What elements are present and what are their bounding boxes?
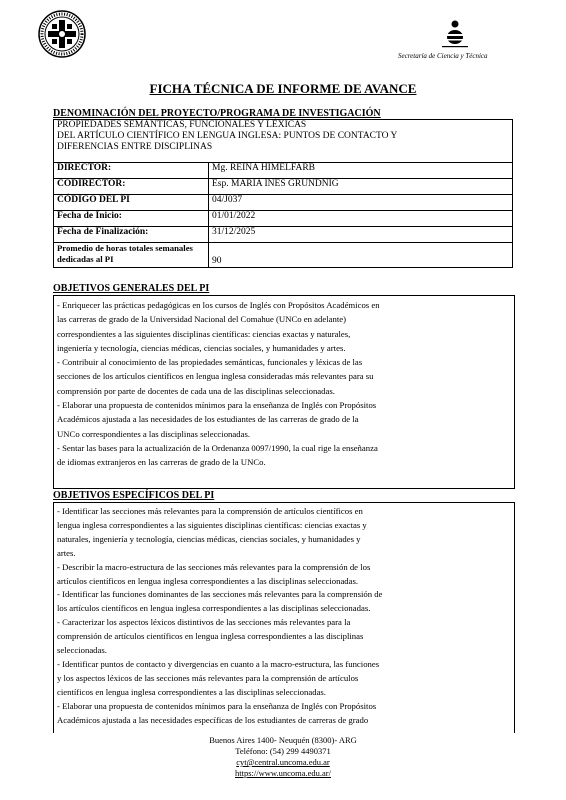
general-line: - Elaborar una propuesta de contenidos mínimos para la enseñanza de Inglés con Propósitos — [57, 400, 377, 411]
field-value: 31/12/2025 — [209, 227, 513, 243]
specific-line: científicos en lengua inglesa correspondientes a las disciplinas seleccionadas. — [57, 686, 326, 697]
field-label: Fecha de Inicio: — [54, 211, 209, 227]
specific-line: lengua inglesa correspondientes a las siguientes disciplinas científicas: ciencias exactas y — [57, 519, 367, 530]
project-name-row — [54, 120, 513, 163]
general-line: - Contribuir al conocimiento de las propiedades semánticas, funcionales y léxicas de las — [57, 357, 363, 368]
field-value: Esp. MARIA INES GRUNDNIG — [209, 179, 513, 195]
general-line: correspondientes a las siguientes disciplinas científicas: ciencias exactas y naturales, — [57, 328, 351, 339]
code-row — [54, 195, 513, 211]
hours-row — [54, 243, 513, 268]
footer-web-link[interactable]: https://www.uncoma.edu.ar/ — [235, 768, 331, 778]
specific-objectives-heading: OBJETIVOS ESPECÍFICOS DEL PI — [53, 490, 215, 501]
specific-objectives-box — [53, 502, 515, 733]
field-label: Promedio de horas totales semanales dedicadas al PI — [54, 243, 209, 268]
general-line: ingeniería y tecnología, ciencias médicas, ciencias sociales, y humanidades y artes. — [57, 342, 346, 353]
specific-line: los artículos científicos en lengua inglesa correspondientes a las disciplinas seleccionadas. — [57, 603, 371, 614]
specific-line: Académicos ajustada a las necesidades específicas de los estudiantes de carreras de grado — [57, 714, 369, 725]
field-value: 90 — [209, 243, 513, 268]
general-objectives-box — [53, 295, 515, 489]
footer — [0, 735, 566, 779]
project-name-cell — [54, 120, 513, 163]
specific-line: - Describir la macro-estructura de las secciones más relevantes para la comprensión de los — [57, 561, 371, 572]
field-label: CÓDIGO DEL PI — [54, 195, 209, 211]
general-line: comprensión por parte de docentes de cada una de las disciplinas seleccionadas. — [57, 385, 335, 396]
project-info-table — [53, 119, 513, 268]
general-line: - Enriquecer las prácticas pedagógicas en los cursos de Inglés con Propósitos Académicos en — [57, 300, 380, 310]
field-value: 04/J037 — [209, 195, 513, 211]
field-label: Fecha de Finalización: — [54, 227, 209, 243]
field-value: Mg. REINA HIMELFARB — [209, 163, 513, 179]
specific-line: artes. — [57, 547, 76, 558]
general-objectives-heading: OBJETIVOS GENERALES DEL PI — [53, 283, 210, 294]
general-line: UNCo correspondientes a las disciplinas seleccionadas. — [57, 428, 250, 439]
project-name-line: DIFERENCIAS ENTRE DISCIPLINAS — [57, 142, 213, 152]
general-line: secciones de los artículos científicos en lengua inglesa consideradas más relevantes para su — [57, 371, 374, 382]
specific-line: y los aspectos léxicos de las secciones más relevantes para la comprensión de artículos — [57, 672, 359, 683]
end-date-row — [54, 227, 513, 243]
field-label: CODIRECTOR: — [54, 179, 209, 195]
specific-line: - Identificar las secciones más relevantes para la comprensión de artículos científicos en — [57, 506, 363, 516]
specific-line: - Elaborar una propuesta de contenidos mínimos para la enseñanza de Inglés con Propósitos — [57, 700, 377, 711]
codirector-row — [54, 179, 513, 195]
footer-phone: Teléfono: (54) 299 4490371 — [235, 746, 331, 756]
specific-line: comprensión de artículos científicos en lengua inglesa correspondientes a las disciplinas — [57, 631, 364, 642]
specific-line: - Identificar las funciones dominantes de las secciones más relevantes para la comprensión de — [57, 589, 383, 600]
science-department-logo — [440, 20, 470, 50]
general-line: - Sentar las bases para la actualización de la Ordenanza 0097/1990, la cual rige la enseñanza — [57, 442, 378, 453]
specific-line: - Caracterizar los aspectos léxicos distintivos de las secciones más relevantes para la — [57, 617, 351, 628]
field-value: 01/01/2022 — [209, 211, 513, 227]
university-seal-logo — [38, 10, 86, 58]
project-heading: DENOMINACIÓN DEL PROYECTO/PROGRAMA DE INVESTIGACIÓN — [53, 108, 381, 119]
specific-line: - Identificar puntos de contacto y divergencias en cuanto a la macro-estructura, las funciones — [57, 658, 380, 669]
general-line: las carreras de grado de la Universidad Nacional del Comahue (UNCo en adelante) — [57, 314, 346, 325]
footer-email-link[interactable]: cyt@central.uncoma.edu.ar — [236, 757, 330, 767]
footer-address: Buenos Aires 1400- Neuquén (8300)- ARG — [209, 735, 357, 745]
specific-line: seleccionadas. — [57, 645, 107, 656]
general-line: Académicos ajustada a las necesidades de los estudiantes de las carreras de grado de la — [57, 414, 359, 425]
department-name: Secretaría de Ciencia y Técnica — [398, 52, 488, 60]
field-label: DIRECTOR: — [54, 163, 209, 179]
start-date-row — [54, 211, 513, 227]
project-name-line: PROPIEDADES SEMÁNTICAS, FUNCIONALES Y LÉXICAS — [57, 120, 307, 130]
specific-line: naturales, ingeniería y tecnología, ciencias médicas, ciencias sociales, y humanidades y — [57, 533, 361, 544]
project-name-line: DEL ARTÍCULO CIENTÍFICO EN LENGUA INGLESA: PUNTOS DE CONTACTO Y — [57, 131, 398, 141]
general-line: de idiomas extranjeros en las carreras de grado de la UNCo. — [57, 457, 266, 468]
specific-line: artículos científicos en lengua inglesa correspondientes a las disciplinas seleccionadas. — [57, 575, 359, 586]
director-row — [54, 163, 513, 179]
document-title: FICHA TÉCNICA DE INFORME DE AVANCE — [149, 81, 417, 96]
